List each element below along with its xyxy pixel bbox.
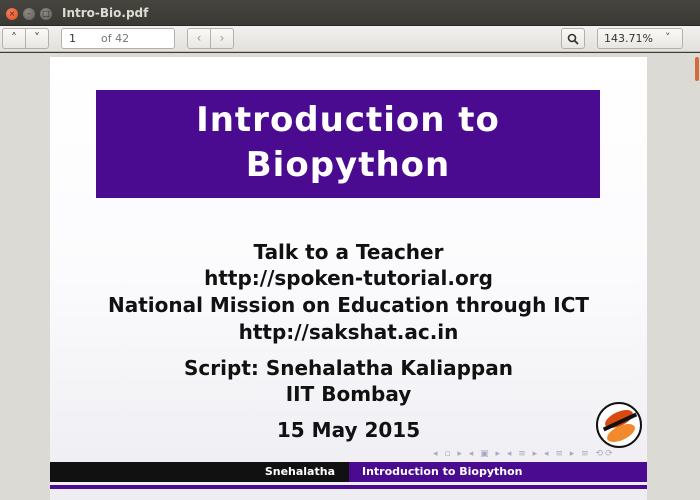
footer-author: Snehalatha bbox=[50, 462, 349, 482]
history-back-button[interactable] bbox=[187, 28, 211, 49]
slide-author-line: Script: Snehalatha Kaliappan bbox=[184, 356, 513, 380]
zoom-select[interactable] bbox=[597, 28, 683, 49]
slide-footer bbox=[50, 462, 647, 482]
close-window-button[interactable]: × bbox=[6, 8, 18, 20]
chevron-left-icon: ‹ bbox=[196, 31, 202, 45]
search-icon bbox=[567, 33, 579, 45]
viewer-toolbar bbox=[0, 26, 700, 52]
chevron-up-icon: ˄ bbox=[11, 31, 17, 45]
page-number-value[interactable]: 1 bbox=[69, 32, 76, 45]
minimize-window-button[interactable]: – bbox=[23, 8, 35, 20]
vertical-scrollbar[interactable] bbox=[692, 53, 700, 500]
slide-date-line: 15 May 2015 bbox=[276, 418, 421, 442]
document-viewer[interactable] bbox=[0, 53, 700, 500]
page-number-field[interactable] bbox=[61, 28, 175, 49]
footer-edge bbox=[50, 485, 647, 489]
spoken-tutorial-logo bbox=[596, 402, 642, 448]
history-forward-button[interactable] bbox=[210, 28, 234, 49]
chevron-right-icon: › bbox=[219, 31, 225, 45]
slide-text-line: National Mission on Education through ICT bbox=[107, 293, 590, 317]
slide-institute-line: IIT Bombay bbox=[285, 382, 412, 406]
chevron-down-icon: ˅ bbox=[34, 31, 40, 45]
pdf-page bbox=[50, 57, 647, 500]
slide-text-line: Talk to a Teacher bbox=[253, 240, 444, 264]
slide-title-banner bbox=[96, 90, 600, 198]
previous-page-button[interactable] bbox=[2, 28, 26, 49]
maximize-window-button[interactable]: □ bbox=[40, 8, 52, 20]
beamer-navigation-icons[interactable]: ◂ ▫ ▸ ◂ ▣ ▸ ◂ ≡ ▸ ◂ ≡ ▸ ≡ ⟲⟳ bbox=[433, 449, 615, 459]
search-button[interactable] bbox=[561, 28, 585, 49]
slide-title-line-1: Introduction to bbox=[196, 100, 500, 140]
window-titlebar bbox=[0, 0, 700, 26]
chevron-down-icon: ˅ bbox=[665, 31, 671, 44]
slide-link-line: http://spoken-tutorial.org bbox=[204, 266, 493, 290]
slide-link-line: http://sakshat.ac.in bbox=[238, 320, 459, 344]
window-title: Intro-Bio.pdf bbox=[62, 6, 149, 20]
zoom-value: 143.71% bbox=[604, 32, 653, 45]
page-count-label: of 42 bbox=[101, 32, 130, 45]
next-page-button[interactable] bbox=[25, 28, 49, 49]
slide-title-line-2: Biopython bbox=[245, 145, 451, 185]
scrollbar-thumb[interactable] bbox=[695, 57, 699, 81]
footer-title: Introduction to Biopython bbox=[349, 462, 647, 482]
